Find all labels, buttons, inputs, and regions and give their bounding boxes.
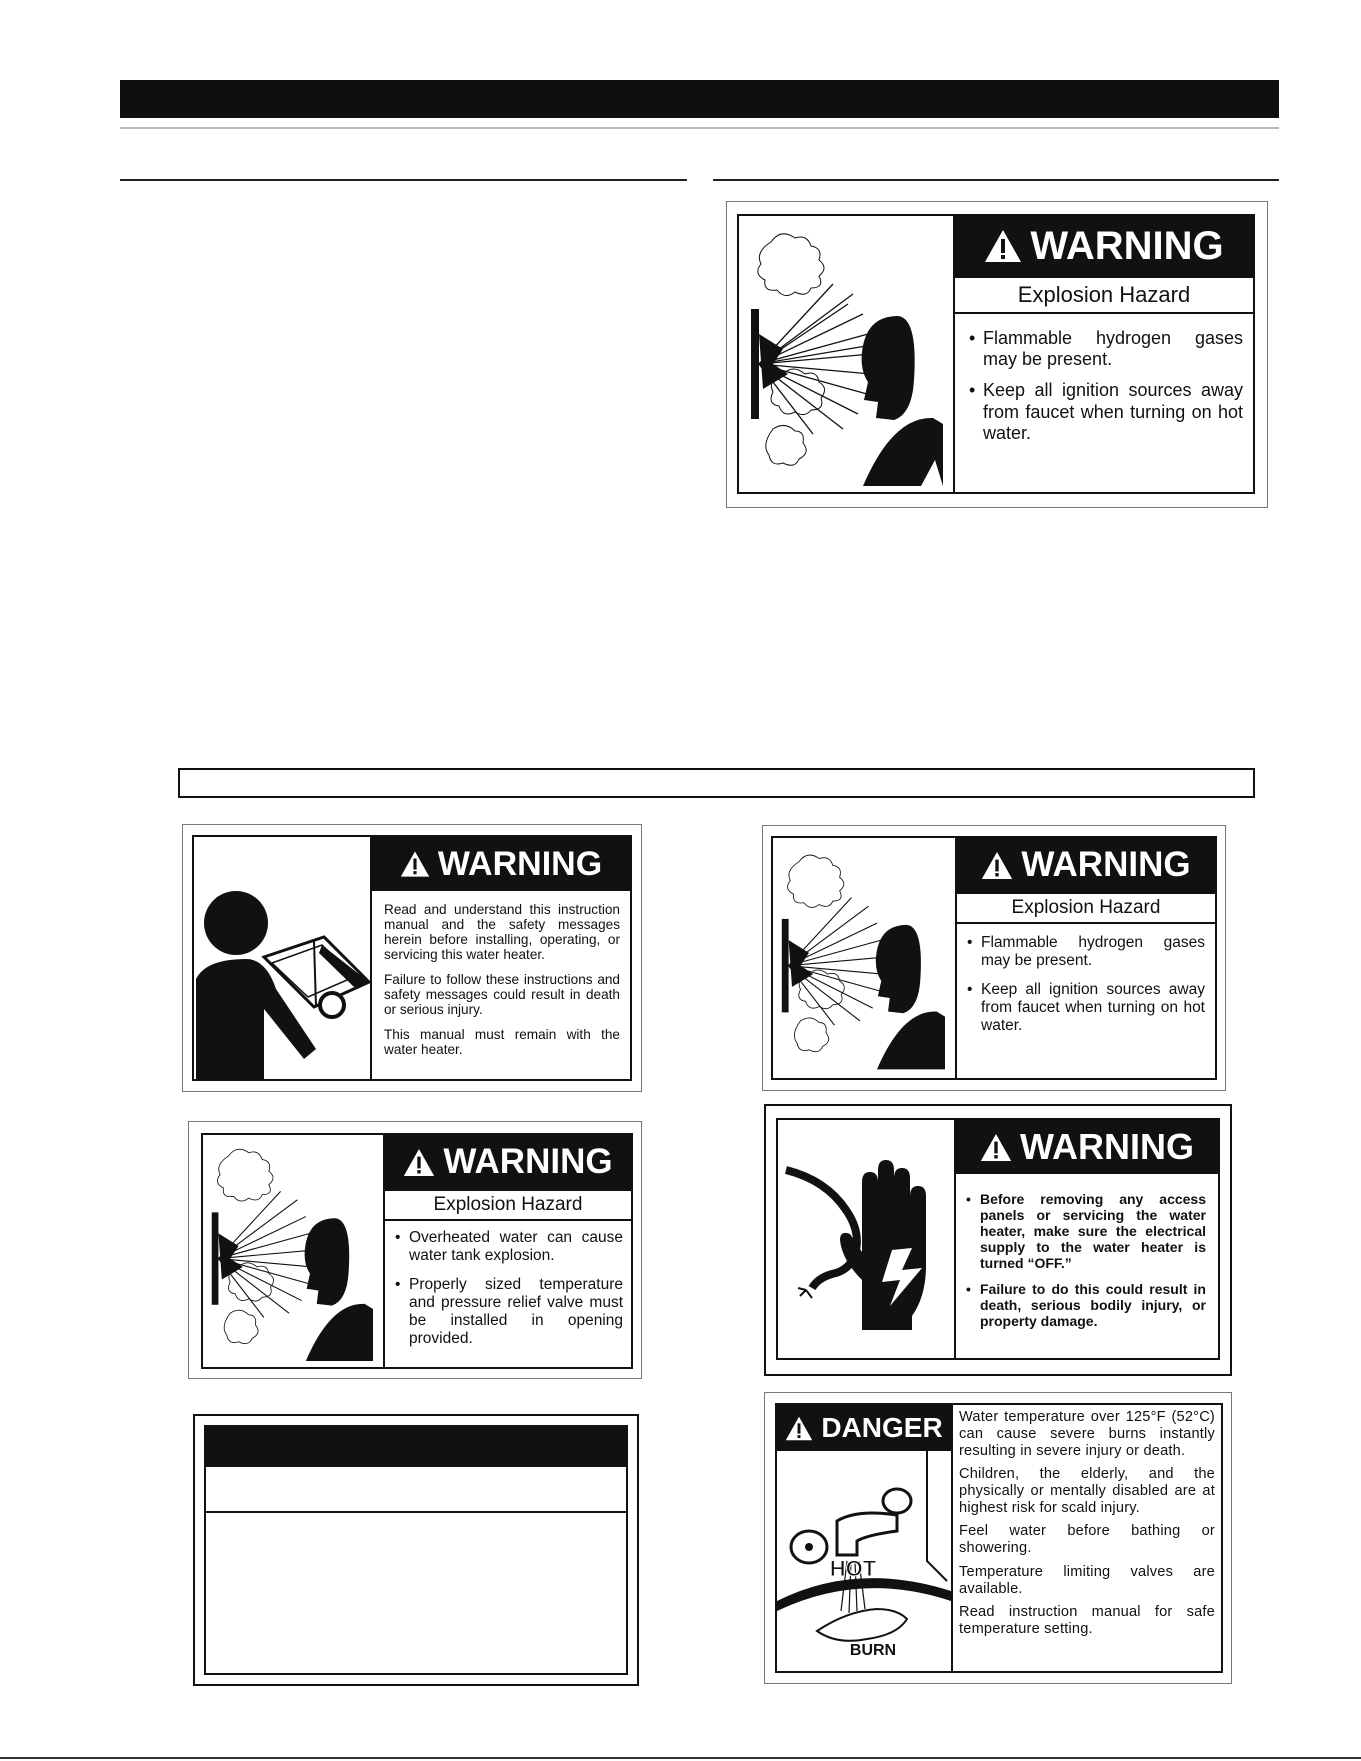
signal-word: WARNING [437, 844, 603, 883]
burn-text: BURN [849, 1642, 897, 1659]
label-body: • Flammable hydrogen gases may be present. • Keep all ignition sources away from faucet when turning on hot water. [967, 934, 1205, 1035]
section-title-box [178, 768, 1255, 798]
blank-label-header [206, 1427, 626, 1467]
blank-label [193, 1414, 639, 1686]
warning-label-read-manual [182, 824, 642, 1092]
explosion-person-icon [743, 224, 943, 486]
warning-triangle-icon [981, 851, 1013, 880]
right-column-rule [713, 179, 1279, 181]
explosion-person-icon [205, 1137, 373, 1365]
warning-label-electrical [764, 1104, 1232, 1376]
label-body: • Flammable hydrogen gases may be present. • Keep all ignition sources away from faucet when turning on hot water. [969, 328, 1243, 443]
signal-word: WARNING [1030, 223, 1224, 268]
header-underline [120, 127, 1279, 129]
danger-triangle-icon [785, 1416, 813, 1441]
person-reading-manual-icon [194, 837, 372, 1079]
label-body: • Overheated water can cause water tank explosion. • Properly sized temperature and pressure relief valve must be installed in opening provided. [395, 1229, 623, 1348]
page-bottom-rule [0, 1757, 1361, 1759]
left-column-rule [120, 179, 687, 181]
blank-label-divider [206, 1511, 626, 1513]
hazard-title: Explosion Hazard [385, 1189, 631, 1221]
hot-water-faucet-icon [777, 1451, 951, 1671]
hot-text: HOT [829, 1556, 877, 1581]
explosion-person-icon [775, 842, 945, 1074]
hazard-title: Explosion Hazard [957, 892, 1215, 924]
hazard-title: Explosion Hazard [955, 276, 1253, 314]
signal-word: DANGER [821, 1412, 943, 1443]
warning-label-explosion-overheat [188, 1121, 642, 1379]
signal-word: WARNING [1021, 845, 1191, 884]
page-header-bar [120, 80, 1279, 118]
warning-triangle-icon [984, 229, 1022, 263]
signal-word: WARNING [443, 1142, 613, 1181]
warning-label-explosion-hydrogen [762, 825, 1226, 1091]
electric-shock-hand-icon [782, 1130, 950, 1350]
label-body: Water temperature over 125°F (52°C) can cause severe burns instantly resulting in severe injury or death. Children, the elderly, and the physically or mentally disabled are at highest risk for scald injury. Feel water before bathing or showering. Temperature limiting valves are available. Read instruction manual for safe temperature setting. [959, 1409, 1215, 1637]
warning-triangle-icon [400, 850, 430, 878]
warning-triangle-icon [980, 1133, 1012, 1162]
label-body: • Before removing any access panels or servicing the water heater, make sure the electrical supply to the water heater is turned “OFF.” • Failure to do this could result in death, serious bodily injury, or property damage. [966, 1191, 1206, 1329]
danger-label-scald [764, 1392, 1232, 1684]
label-body: Read and understand this instruction manual and the safety messages herein before installing, operating, or servicing this water heater. Failure to follow these instructions and safety messages could result in death or serious injury. This manual must remain with the water heater. [384, 902, 620, 1057]
warning-label-top-right [726, 201, 1268, 508]
warning-triangle-icon [403, 1148, 435, 1177]
signal-word: WARNING [1020, 1126, 1194, 1167]
